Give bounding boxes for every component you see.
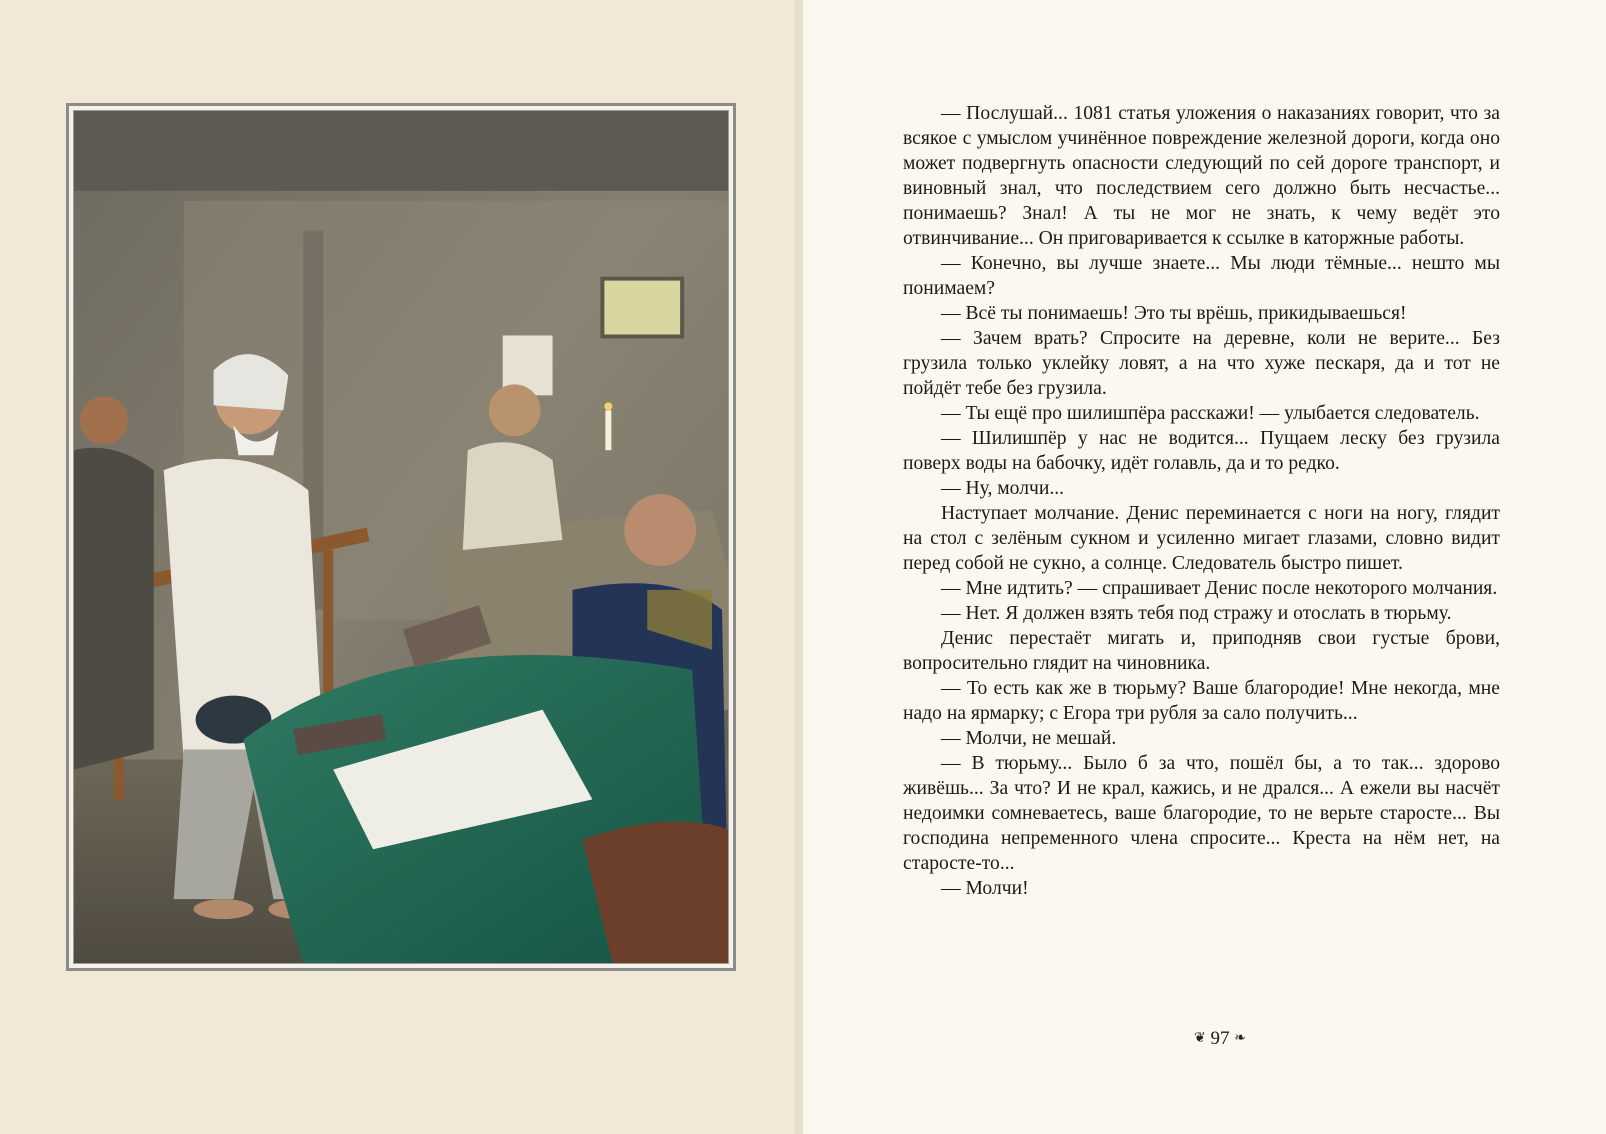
page-number-value: 97 [1210,1028,1230,1049]
paragraph: — В тюрьму... Было б за что, пошёл бы, а то так... здорово живёшь... За что? И не крал, кажись, и не дрался... А ежели вы насчёт недоимки сомневаетесь, ваше благородие, то не верьте старосте... Вы господина непременного члена спросите... Креста на нём нет, на старосте-то... [903,753,1500,874]
paragraph: Наступает молчание. Денис переминается с ноги на ногу, глядит на стол с зелёным сукном и усиленно мигает глазами, словно видит перед собой не сукно, а солнце. Следователь быстро пишет. [903,503,1500,574]
paragraph: — Ну, молчи... [941,478,1065,499]
paragraph: Денис перестаёт мигать и, приподняв свои густые брови, вопросительно глядит на чиновника. [903,628,1500,674]
paragraph: — Конечно, вы лучше знаете... Мы люди тёмные... нешто мы понимаем? [903,253,1500,299]
paragraph: — То есть как же в тюрьму? Ваше благородие! Мне некогда, мне надо на ярмарку; с Егора три рубля за сало получить... [903,678,1500,724]
paragraph: — Молчи, не мешай. [941,728,1117,749]
page-number [1160,1028,1280,1050]
ornament-left-icon: ❦ [1194,1031,1206,1046]
paragraph: — Молчи! [941,878,1029,899]
illustration [73,110,729,964]
paragraph: — Шилишпёр у нас не водится... Пущаем леску без грузила поверх воды на бабочку, идёт голавль, да и то редко. [903,428,1500,474]
paragraph: — Нет. Я должен взять тебя под стражу и отослать в тюрьму. [941,603,1452,624]
paragraph: — Зачем врать? Спросите на деревне, коли не верите... Без грузила только уклейку ловят, а на что хуже пескаря, да и тот не пойдёт тебе без грузила. [903,328,1500,399]
paragraph: — Послушай... 1081 статья уложения о наказаниях говорит, что за всякое с умыслом учинённое повреждение железной дороги, когда оно может подвергнуть опасности следующий по сей дороге транспорт, и виновный знал, что последствием сего должно быть несчастье... понимаешь? Знал! А ты не мог не знать, к чему ведёт это отвинчивание... Он приговаривается к ссылке в каторжные работы. [903,103,1500,249]
illustration-frame [66,103,736,971]
page-text [903,101,1500,901]
ornament-right-icon: ❧ [1234,1031,1246,1046]
watercolor-illustration [74,111,728,963]
paragraph: — Ты ещё про шилишпёра расскажи! — улыбается следователь. [941,403,1480,424]
paragraph: — Мне идтить? — спрашивает Денис после некоторого молчания. [941,578,1498,599]
paragraph: — Всё ты понимаешь! Это ты врёшь, прикидываешься! [941,303,1407,324]
